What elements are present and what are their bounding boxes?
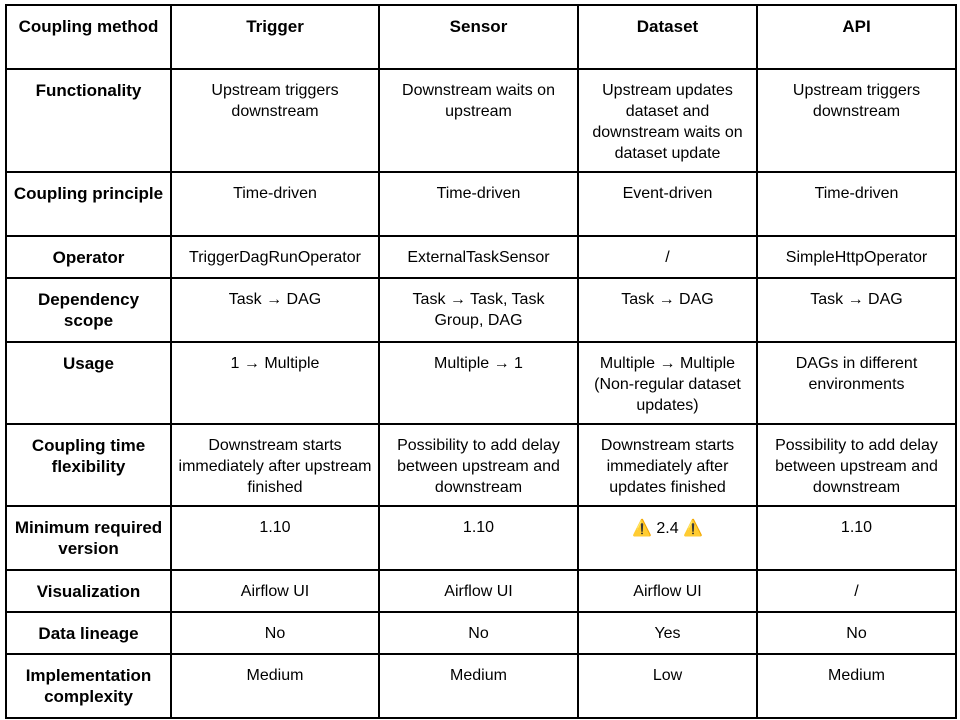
cell-dataset: Event-driven <box>578 172 757 236</box>
cell-trigger: TriggerDagRunOperator <box>171 236 379 278</box>
cell-trigger: Airflow UI <box>171 570 379 612</box>
row-label: Coupling time flexibility <box>6 424 171 506</box>
table-row <box>6 342 956 424</box>
cell-dataset: Downstream starts immediately after updates finished <box>578 424 757 506</box>
cell-trigger: Upstream triggers downstream <box>171 69 379 172</box>
header-coupling-method: Coupling method <box>6 5 171 69</box>
cell-dataset: Task → DAG <box>578 278 757 342</box>
cell-sensor: Multiple → 1 <box>379 342 578 424</box>
cell-trigger: No <box>171 612 379 654</box>
cell-sensor: Downstream waits on upstream <box>379 69 578 172</box>
row-label: Dependency scope <box>6 278 171 342</box>
header-row <box>6 5 956 69</box>
row-label: Usage <box>6 342 171 424</box>
header-trigger: Trigger <box>171 5 379 69</box>
cell-api: 1.10 <box>757 506 956 570</box>
cell-trigger: Medium <box>171 654 379 718</box>
cell-trigger: Downstream starts immediately after upstream finished <box>171 424 379 506</box>
header-dataset: Dataset <box>578 5 757 69</box>
table-row <box>6 506 956 570</box>
cell-trigger: Time-driven <box>171 172 379 236</box>
cell-api: Medium <box>757 654 956 718</box>
row-label: Minimum required version <box>6 506 171 570</box>
table-row <box>6 278 956 342</box>
cell-dataset: Upstream updates dataset and downstream waits on dataset update <box>578 69 757 172</box>
table-row <box>6 654 956 718</box>
cell-dataset: Low <box>578 654 757 718</box>
table-row <box>6 570 956 612</box>
cell-dataset: / <box>578 236 757 278</box>
row-label: Operator <box>6 236 171 278</box>
table-row <box>6 424 956 506</box>
cell-trigger: 1 → Multiple <box>171 342 379 424</box>
warning-icon: ⚠️ <box>632 518 652 537</box>
cell-dataset <box>578 506 757 570</box>
cell-api: Upstream triggers downstream <box>757 69 956 172</box>
cell-dataset: Yes <box>578 612 757 654</box>
table-row <box>6 69 956 172</box>
row-label: Functionality <box>6 69 171 172</box>
row-label: Coupling principle <box>6 172 171 236</box>
cell-sensor: Possibility to add delay between upstream and downstream <box>379 424 578 506</box>
table-row <box>6 236 956 278</box>
table-row <box>6 172 956 236</box>
cell-sensor: Medium <box>379 654 578 718</box>
cell-api: / <box>757 570 956 612</box>
cell-api: Possibility to add delay between upstream and downstream <box>757 424 956 506</box>
cell-dataset: Airflow UI <box>578 570 757 612</box>
cell-dataset: Multiple → Multiple (Non-regular dataset updates) <box>578 342 757 424</box>
cell-sensor: 1.10 <box>379 506 578 570</box>
cell-api: SimpleHttpOperator <box>757 236 956 278</box>
cell-sensor: Time-driven <box>379 172 578 236</box>
header-sensor: Sensor <box>379 5 578 69</box>
row-label: Visualization <box>6 570 171 612</box>
dataset-version: 2.4 <box>656 520 679 537</box>
cell-trigger: Task → DAG <box>171 278 379 342</box>
cell-api: No <box>757 612 956 654</box>
cell-api: Task → DAG <box>757 278 956 342</box>
cell-sensor: Task → Task, Task Group, DAG <box>379 278 578 342</box>
warning-icon: ⚠️ <box>683 518 703 537</box>
coupling-comparison-table <box>5 4 957 719</box>
cell-api: Time-driven <box>757 172 956 236</box>
header-api: API <box>757 5 956 69</box>
row-label: Data lineage <box>6 612 171 654</box>
table-body <box>6 69 956 718</box>
cell-sensor: No <box>379 612 578 654</box>
cell-trigger: 1.10 <box>171 506 379 570</box>
row-label: Implementation complexity <box>6 654 171 718</box>
cell-sensor: ExternalTaskSensor <box>379 236 578 278</box>
table-row <box>6 612 956 654</box>
cell-api: DAGs in different environments <box>757 342 956 424</box>
table-header <box>6 5 956 69</box>
cell-sensor: Airflow UI <box>379 570 578 612</box>
